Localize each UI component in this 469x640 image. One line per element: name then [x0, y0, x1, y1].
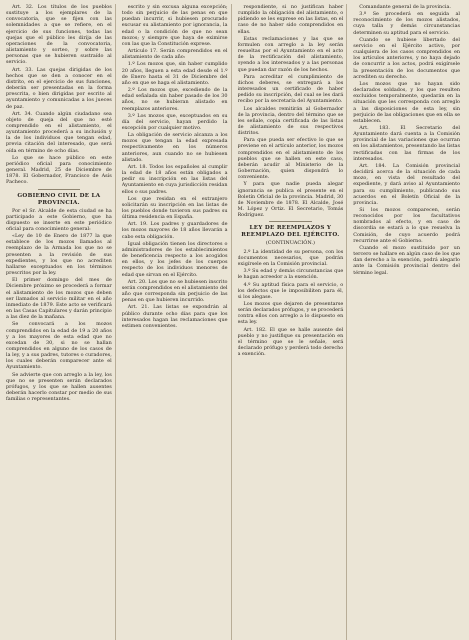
paragraph: Artículo 17. Serán comprendidos en el alistamiento de cada año:: [121, 48, 230, 61]
paragraph: Para que pueda ser efectivo lo que se previene en el artículo anterior, los mozos comprendidos en el alistamiento de los pueblos que se hallen en este caso, deberán acudir al Ministerio de la Gobernación, quien dispondrá lo conveniente.: [237, 137, 345, 181]
paragraph: 3.º Los mozos que, exceptuados en su día del servicio, hayan perdido la excepción por cualquier motivo.: [121, 112, 230, 131]
paragraph: Los mozos que no hayan sido declarados soldados, y los que resulten excluidos temporalmente, quedarán en la situación que les corresponda con arreglo a las disposiciones de esta ley, sin perjuicio de las obligaciones que en ella se establecen.: [353, 80, 462, 124]
column-3: [238, 4, 348, 640]
paragraph: Para acreditar el cumplimiento de dichos deberes, se entregará a los interesados un certificado de haber pedido su inscripción, del cual se les dará recibo por la secretaría del Ayuntamiento.: [237, 73, 345, 105]
paragraph: Lo que se hace público en este periódico oficial para conocimiento general. Madrid, 25 de Diciembre de 1878. El Gobernador, Francisco de Asís Pacheco.: [6, 154, 114, 186]
section-heading: GOBIERNO CIVIL DE LA PROVINCIA.: [17, 192, 101, 206]
paragraph: El primer domingo del mes de Diciembre próximo se procederá a formar el alistamiento de los mozos que deben ser llamados al servicio militar en el año inmediato de 1879. Este acto se verificará en las Casas Capitulares y darán principio a las diez de la mañana.: [6, 277, 114, 321]
paragraph: 1.º Los mozos que, sin haber cumplido 20 años, lleguen a esta edad desde el 1.º de Enero hasta el 31 de Diciembre del año en que se haga el alistamiento.: [121, 61, 230, 86]
paragraph: 2.º Los mozos que, excediendo de la edad señalada sin haber pasado de los 30 años, no se hubieran alistado en reemplazos anteriores.: [121, 87, 230, 112]
paragraph: Cuando se hubiese libertado del servicio en el Ejército activo, por cualquiera de los casos comprendidos en los artículos anteriores, y no haya dejado de concurrir a los actos, podrá exigírsele la presentación de los documentos que acrediten su derecho.: [353, 36, 462, 80]
text-columns: [6, 4, 463, 640]
paragraph: Art. 32. Los títulos de los pueblos sustituye a los ejemplares de la convocatoria, que se fijen con las solemnidades a que se refiere, en el ejercicio de sus funciones, todas las quejas que el público les dirija de las operaciones de la convocatoria, alistamiento y sorteo, y sobre las personas que se hubieren sustraído al servicio.: [6, 4, 114, 66]
paragraph: Art. 19. Los padres y guardadores de los mozos mayores de 18 años llevarán a cabo esta obligación.: [121, 221, 230, 240]
column-4: [353, 4, 463, 640]
paragraph: Igual obligación tienen los directores o administradores de los establecimientos de beneficencia respecto a los acogidos en ellos, y los jefes de los cuerpos respecto de los individuos menores de edad que sirvan en el Ejército.: [121, 240, 230, 278]
paragraph: respondiente, si no justifican haber cumplido la obligación del alistamiento, o pidiendo se les exprese en las listas, en el caso de no haber sido comprendidos en ellas.: [237, 4, 345, 35]
paragraph: «Ley de 10 de Enero de 1877 la que establece de los mozos llamados al reemplazo de la Armada los que no se presenten a la revisión de sus expedientes, y los que no acrediten hallarse exceptuados en los términos prescritos por la ley.: [6, 233, 114, 277]
column-1: [6, 4, 116, 640]
paragraph: Comandante general de la provincia.: [359, 4, 451, 10]
paragraph: Art. 20. Los que no se hubiesen inscrito serán comprendidos en el alistamiento del año que corresponda sin perjuicio de las penas en que hubieren incurrido.: [121, 278, 230, 304]
paragraph: La obligación de servicio alcanza a los mozos que tengan la edad expresada respectivamente en los números anteriores, aun cuando no se hubiesen alistado.: [121, 132, 230, 163]
paragraph: 4.º Su aptitud física para el servicio, o los defectos que le imposibiliten para él, si los alegase.: [237, 281, 345, 300]
section-subheading: (CONTINUACIÓN.): [265, 240, 315, 247]
paragraph: Art. 33. Las quejas dirigidas de los hechos que se den a conocer en el distrito, en el ejercicio de sus funciones, deberán ser presentadas en la forma prescrita, o bien dirigidas por escrito al ayuntamiento y comunicadas a los jueces de paz.: [6, 66, 114, 110]
section-divider: [269, 221, 311, 222]
column-2: [122, 4, 232, 640]
paragraph: escrito y sin excusa alguna excepción; todo sin perjuicio de las penas en que puedan incurrir, si hubiesen procurado excusar su alistamiento por ignorancia, la edad o la condición de que no sean mozos; y siempre que haya de eximirse con las que la Constitución exprese.: [121, 4, 230, 47]
paragraph: Art. 183. El Secretario del Ayuntamiento dará cuenta a la Comisión provincial de las variaciones que ocurran en los alistamientos, presentando las listas rectificadas con las firmas de los interesados.: [353, 124, 462, 162]
paragraph: Y para que nadie pueda alegar ignorancia se publica el presente en el Boletín Oficial de la provincia. Madrid, 30 de Noviembre de 1878. El Alcalde, José M. López y Ortiz. El Secretario, Tomás Rodríguez.: [237, 181, 345, 219]
paragraph: Art. 184. La Comisión provincial decidirá acerca de la situación de cada mozo, en vista del resultado del expediente, y dará aviso al Ayuntamiento para su cumplimiento, publicando sus acuerdos en el Boletín Oficial de la provincia.: [353, 162, 462, 206]
paragraph: Los que residan en el extranjero solicitarán su inscripción en las listas de los pueblos donde tuvieron sus padres su última residencia en España.: [121, 195, 230, 221]
section-divider: [38, 189, 80, 190]
paragraph: Cuando el mozo sustituido por un tercero se hallare en algún caso de los que dan derecho a la exención, podrá alegarlo ante la Comisión provincial dentro del término legal.: [353, 244, 462, 276]
paragraph: Art. 34. Cuando algún ciudadano sea objeto de queja del que no esté comprendido en el alistamiento, el ayuntamiento procederá a su inclusión y la de los individuos que tengan edad, previa citación del interesado, que será oída en término de ocho días.: [6, 110, 114, 154]
paragraph: 2.º La identidad de su persona, con los documentos necesarios, que podrán exigírsele en la Comisión provincial.: [237, 248, 345, 268]
paragraph: Art. 18. Todos los españoles al cumplir la edad de 18 años están obligados a pedir su inscripción en las listas del Ayuntamiento en cuya jurisdicción residan ellos o sus padres.: [121, 163, 230, 195]
section-heading: LEY DE REEMPLAZOS Y REEMPLAZO DEL EJÉRCITO.: [241, 225, 340, 239]
paragraph: Por el Sr. Alcalde de esta ciudad se ha participado a este Gobierno, que ha dispuesto se inserte en este periódico oficial para conocimiento general:: [6, 207, 114, 232]
paragraph: Art. 182. El que se halle ausente del pueblo y no justifique su presentación en el término que se le señale, será declarado prófugo y perderá todo derecho a exención.: [237, 326, 345, 358]
paragraph: 3.º Su edad y demás circunstancias que le hagan acreedor a la exención.: [237, 268, 345, 281]
paragraph: 3.º Se procederá en seguida al reconocimiento de los mozos alistados, cuya talla y demás circunstancias determinen su aptitud para el servicio.: [353, 11, 462, 36]
paragraph: Se convocará a los mozos comprendidos en la edad de 19 a 20 años y a los mayores de esta edad que no excedan de 30, si no se hallan comprendidos en alguno de los casos de la ley, y a sus padres, tutores o curadores, los cuales deberán comparecer ante el Ayuntamiento.: [6, 321, 114, 371]
paragraph: Se advierte que con arreglo a la ley, los que no se presenten serán declarados prófugos, y los que se hallen ausentes deberán hacerlo constar por medio de sus familias o representantes.: [6, 371, 114, 403]
paragraph: Art. 21. Las listas se expondrán al público durante ocho días para que los interesados hagan las reclamaciones que estimen convenientes.: [121, 304, 230, 329]
paragraph: Si los mozos comparecen, serán reconocidos por los facultativos nombrados al efecto, y en caso de discordia se estará a lo que resuelva la Comisión, de cuyo acuerdo podrá recurrirse ante el Gobierno.: [353, 207, 462, 244]
paragraph: Los alcaldes remitirán al Gobernador de la provincia, dentro del término que se les señale, copia certificada de las listas de alistamiento de sus respectivos distritos.: [237, 105, 345, 137]
paragraph: Los mozos que dejaren de presentarse serán declarados prófugos, y se procederá contra ellos con arreglo a lo dispuesto en esta ley.: [237, 300, 345, 326]
paragraph: Estas reclamaciones y las que se formulen con arreglo a la ley serán resueltas por el Ayuntamiento en el acto de la rectificación del alistamiento, oyendo a los interesados y a las personas que puedan dar razón de los hechos.: [237, 35, 345, 73]
